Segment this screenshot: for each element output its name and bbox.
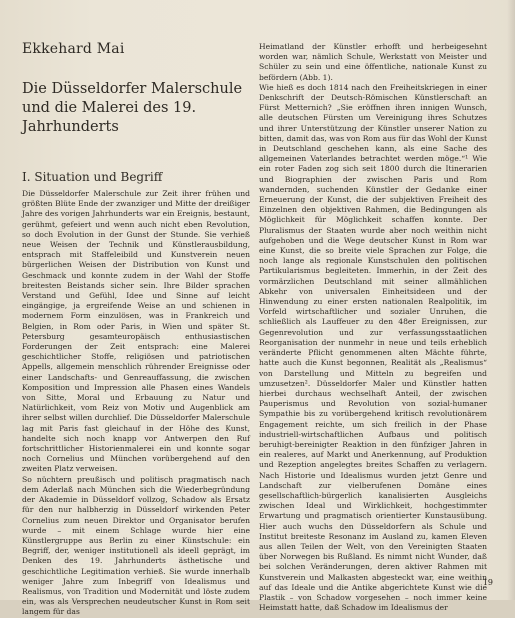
paragraph: So nüchtern preußisch und politisch pragmatisch nach dem Aderlaß nach München sich die Wiederbegründung der Akademie in Düsseldorf vollzog, Schadow als Ersatz für den nur halbherzig in Düsseldorf wirkenden Peter Cornelius zum neuen Direktor und Organisator berufen wurde – mit einem Schlage wurde hier eine Künstlergruppe aus Berlin zu einer Künstschule: ein Begriff, der, weniger institutionell als ideell geprägt, im Denken des 19. Jahrhunderts ästhetische und geschichtliche Legitimation verhieß. Sie wurde innerhalb weniger Jahre zum Inbegriff von Idealismus und Realismus, von Tradition und Modernität und löste zudem ein, was als Versprechen neudeutscher Kunst in Rom seit langem für das bbox=[22, 474, 250, 617]
paragraph: Die Düsseldorfer Malerschule zur Zeit ihrer frühen und größten Blüte Ende der zwanziger und Mitte der dreißiger Jahre des vorigen Jahrhunderts war ein Ereignis, bestaunt, gerühmt, gefeiert und wenn auch nicht eben Revolution, so doch Evolution in der Gunst der Stunde. Sie verhieß neue Weisen der Technik und Künstlerausbildung, entsprach mit Staffeleibild und Kunstverein neuen bürgerlichen Weisen der Distribution von Kunst und Geschmack und konnte zudem in der Wahl der Stoffe breitesten Beistands sicher sein. Ihre Bilder sprachen Verstand und Gefühl, Idee und Sinne auf leicht eingängige, ja ergreifende Weise an und schienen in modernem Form einzulösen, was in Frankreich und Belgien, in Rom oder Paris, in Wien und später St. Petersburg gesamteuropäisch enthusiastischen Forderungen der Zeit entsprach: eine Malerei geschichtlicher Stoffe, religiösen und patriotischen Appells, allgemein menschlich rührender Ereignisse oder einer Landschafts- und Genreauffassung, die zwischen Komposition und Impression alle Phasen eines Wandels von Sitte, Moral und Erbauung zu Natur und Natürlichkeit, vom Reiz von Motiv und Augenblick am ihrer selbst willen durchlief. Die Düsseldorfer Malerschule lag mit Paris fast gleichauf in der Höhe des Kunst, handelte sich noch knapp vor Antwerpen den Ruf fortschrittlicher Historienmalerei ein und konnte sogar noch Cornelius und München vorübergehend auf den zweiten Platz verweisen. bbox=[22, 189, 250, 474]
author-name: Ekkehard Mai bbox=[22, 41, 125, 57]
page-edge-shadow bbox=[507, 0, 515, 600]
left-text-column bbox=[22, 189, 250, 617]
paragraph: Heimatland der Künstler erhofft und herbeigesehnt worden war, nämlich Schule, Werkstatt von Meister und Schüler zu sein und eine öffentliche, nationale Kunst zu befördern (Abb. 1). bbox=[259, 42, 487, 82]
section-heading: I. Situation und Begriff bbox=[22, 170, 163, 184]
page-number: 19 bbox=[482, 578, 493, 587]
article-title: Die Düsseldorfer Malerschule und die Malerei des 19. Jahrhunderts bbox=[22, 81, 243, 135]
paragraph: Wie hieß es doch 1814 nach den Freiheitskriegen in einer Denkschrift der Deutsch-Römischen Künstlerschaft an Fürst Metternich? „Sie eröffnen ihren innigen Wunsch, alle deutschen Fürsten um Vereinigung ihres Schutzes und ihrer Unterstützung der Künstler unserer Nation zu bitten, damit das, was von Rom aus für das Wohl der Kunst in Deutschland geschehen kann, als eine Sache des allgemeinen Vaterlandes betrachtet werden möge.“¹ Wie ein roter Faden zog sich seit 1800 durch die Itinerarien und Biographien der zwischen Paris und Rom wandernden, suchenden Künstler der Gedanke einer Erneuerung der Kunst, die der subjektiven Freiheit des Einzelnen den objektiven Rahmen, die Bedingungen als Möglichkeit für Möglichkeit schaffen konnte. Der Pluralismus der Staaten wurde aber noch weithin nicht aufgehoben und die Wege deutscher Kunst in Rom war eine Kunst, die so breite viele Sprachen zur Folge, die noch lange als regionale Kunstschulen den politischen Partikularismus begleiteten. Immerhin, in der Zeit des vormärzlichen Deutschland mit seiner allmählichen Abkehr von universalen Einheitsideen und der Hinwendung zu einer ersten nationalen Realpolitik, im Vorfeld wirtschaftlicher und sozialer Unruhen, die schließlich als Lauffeuer zu den 48er Ereignissen, zur Gegenrevolution und zur verfassungsstaatlichen Reorganisation der nunmehr in neue und teils erheblich veränderte Pflicht genommenen alten Mächte führte, hatte auch die Kunst begonnen, Realität als „Realismus“ von Darstellung und Mitteln zu begreifen und umzusetzen². Düsseldorfer Maler und Künstler hatten hierbei durchaus wechselhaft Anteil, der zwischen Pauperismus und Revolution von sozial-humaner Sympathie bis zu vorübergehend kritisch revolutionärem Engagement reichte, um sich freilich in der Phase industriell-wirtschaftlichen Aufbaus und politisch beruhigt-bereinigter Reaktion in den fünfziger Jahren in ein realeres, auf Markt und Anerkennung, auf Produktion und Rezeption angelegtes breites Schaffen zu verlagern. Nach Historie und Idealismus wurden jetzt Genre und Landschaft zur vielberufenen Domäne eines gesellschaftlich-bürgerlich kanalisierten Ausgleichs zwischen Ideal und Wirklichkeit, hochgestimmter Erwartung und pragmatisch orientierter Kunstausübung. Hier auch wuchs den Düsseldorfern als Schule und Institut breiteste Resonanz im Ausland zu, kamen Eleven aus allen Teilen der Welt, von den Vereinigten Staaten über Norwegen bis Rußland. Es nimmt nicht Wunder, daß bei solchen Veränderungen, deren aktiver Rahmen mit Kunstverein und Malkasten abgesteckt war, eine weithin auf das Ideale und die Antike abgerichtete Kunst wie die Plastik – von Schadow vorgesehen – noch immer keine Heimstatt hatte, daß Schadow im Idealismus der bbox=[259, 82, 488, 613]
